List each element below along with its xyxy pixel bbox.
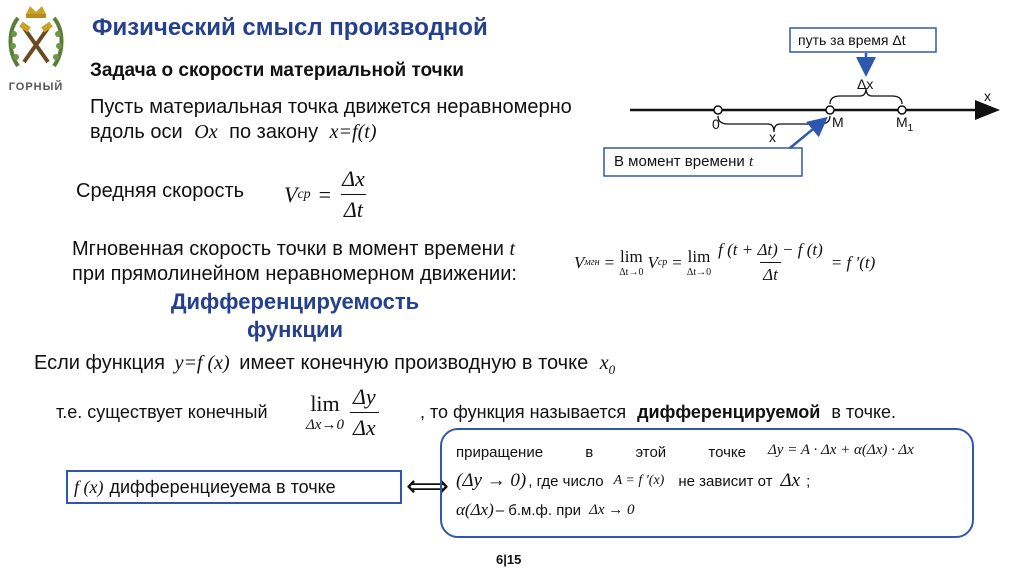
inst-rhs: = f ′(t): [830, 252, 876, 272]
inc-w2: в: [585, 444, 594, 461]
limit-mid: , то функция называется: [420, 402, 627, 422]
avg-fraction: [339, 166, 368, 223]
inc-row-3: [456, 500, 635, 520]
logo-text: ГОРНЫЙ: [8, 81, 64, 93]
diff-heading-line-1: Дифференцируемость: [170, 289, 420, 314]
increment-box: [440, 428, 974, 538]
inst-v2: V: [647, 252, 658, 272]
label-m: M: [832, 114, 844, 130]
avg-num: Δx: [342, 166, 365, 191]
diff-heading-line-2: функции: [246, 317, 344, 342]
cond-mid: имеет конечную производную в точке: [239, 352, 589, 374]
inc-bmf: – б.м.ф. при: [495, 501, 582, 519]
inc-a: A = f ′(x): [613, 473, 665, 488]
inc-w3: этой: [635, 444, 667, 461]
instant-line-1: [72, 238, 515, 261]
label-x-axis: x: [984, 88, 991, 104]
limit-prefix: т.е. существует конечный: [56, 402, 268, 422]
section-subtitle: Задача о скорости материальной точки: [90, 60, 464, 81]
label-origin: 0: [712, 116, 720, 132]
inst-fraction: [715, 240, 826, 285]
diff-statement-box: [66, 470, 402, 504]
cond-point-letter: x: [599, 352, 609, 374]
instant-formula: [574, 240, 875, 285]
intro-line-1: Пусть материальная точка движется неравномерно: [90, 96, 572, 118]
inc-indep: не зависит от: [678, 472, 773, 490]
inc-row-1: [456, 444, 746, 461]
motion-law: x=f(t): [329, 121, 377, 143]
point-m1: [898, 106, 906, 114]
avg-v: V: [284, 181, 298, 207]
limit-lim-sub: Δx→0: [306, 417, 344, 433]
equivalence-icon: ⟺: [406, 470, 450, 503]
instant-var: t: [509, 238, 516, 260]
inst-lim-1: [619, 247, 643, 278]
callout-top-text: путь за время Δt: [798, 32, 906, 48]
inst-lim-2-sub: Δt→0: [686, 267, 712, 278]
cond-point-sub: 0: [608, 362, 616, 377]
inst-v: V: [574, 252, 585, 272]
inst-eq2: =: [672, 252, 682, 272]
inst-v-sub: мгн: [584, 257, 600, 268]
inst-den: Δt: [760, 262, 781, 285]
page-title: Физический смысл производной: [92, 14, 488, 41]
limit-bold: дифференцируемой: [637, 402, 821, 422]
limit-lim: [306, 391, 344, 434]
diff-heading: [150, 288, 440, 344]
inc-indep-var: Δx: [780, 470, 801, 491]
condition-line: [34, 352, 615, 378]
callout-bottom-text: [614, 153, 753, 171]
inst-lim-1-sub: Δt→0: [619, 267, 644, 278]
axis-name: Ox: [194, 121, 218, 143]
logo: [4, 4, 68, 94]
avg-speed-label: Средняя скорость: [76, 180, 245, 202]
origin-point: [714, 106, 722, 114]
cond-func: y=f (x): [174, 352, 230, 374]
limit-suffix: [420, 402, 896, 423]
inc-alpha-cond: Δx → 0: [589, 501, 635, 518]
inst-lim-2: [687, 247, 711, 278]
limit-lim-word: lim: [310, 391, 340, 416]
label-m1-letter: M: [896, 114, 908, 130]
inc-cond: (Δy → 0): [456, 470, 527, 491]
inst-num: f (t + Δt) − f (t): [718, 240, 823, 259]
limit-fraction: [350, 384, 379, 441]
callout-bottom-label: В момент времени: [614, 153, 745, 170]
inst-lim-1-word: lim: [620, 247, 643, 266]
inc-alpha: α(Δx): [456, 500, 494, 519]
label-x-segment: x: [769, 129, 776, 145]
cond-point: [599, 352, 616, 377]
inc-row-2: [456, 470, 810, 492]
label-m1: [896, 114, 913, 134]
left-text: дифференциеуема в точке: [109, 476, 336, 497]
label-m1-sub: 1: [907, 122, 914, 134]
left-func: f (x): [74, 476, 104, 497]
inc-formula: Δy = A · Δx + α(Δx) · Δx: [768, 442, 914, 458]
inc-w1: приращение: [456, 444, 544, 461]
inst-v2-sub: ср: [657, 257, 668, 268]
mining-emblem-icon: [4, 4, 68, 76]
limit-end: в точке.: [831, 402, 897, 422]
callout-bottom-var: t: [748, 154, 754, 170]
limit-den: Δx: [350, 412, 379, 441]
inst-eq: =: [604, 252, 615, 272]
inc-where: , где число: [528, 472, 604, 490]
avg-v-sub: ср: [297, 186, 311, 202]
motion-diagram: [600, 20, 1020, 185]
limit-formula: [306, 384, 379, 441]
label-delta-x: Δx: [857, 76, 874, 92]
inst-lim-2-word: lim: [687, 247, 711, 266]
limit-num: Δy: [352, 384, 376, 409]
instant-text-1: Мгновенная скорость точки в момент времени: [72, 238, 504, 260]
page-number: 6|15: [496, 552, 522, 567]
avg-eq: =: [318, 181, 332, 207]
avg-den: Δt: [341, 194, 366, 223]
instant-line-2: при прямолинейном неравномерном движении:: [72, 263, 517, 285]
intro-prefix: вдоль оси: [90, 121, 183, 143]
intro-line-2: [90, 121, 376, 144]
avg-speed-formula: [284, 166, 368, 223]
point-m: [826, 106, 834, 114]
inc-w4: точке: [708, 444, 746, 461]
cond-prefix: Если функция: [34, 352, 165, 374]
intro-mid: по закону: [229, 121, 319, 143]
inc-semicolon: ;: [806, 472, 811, 490]
